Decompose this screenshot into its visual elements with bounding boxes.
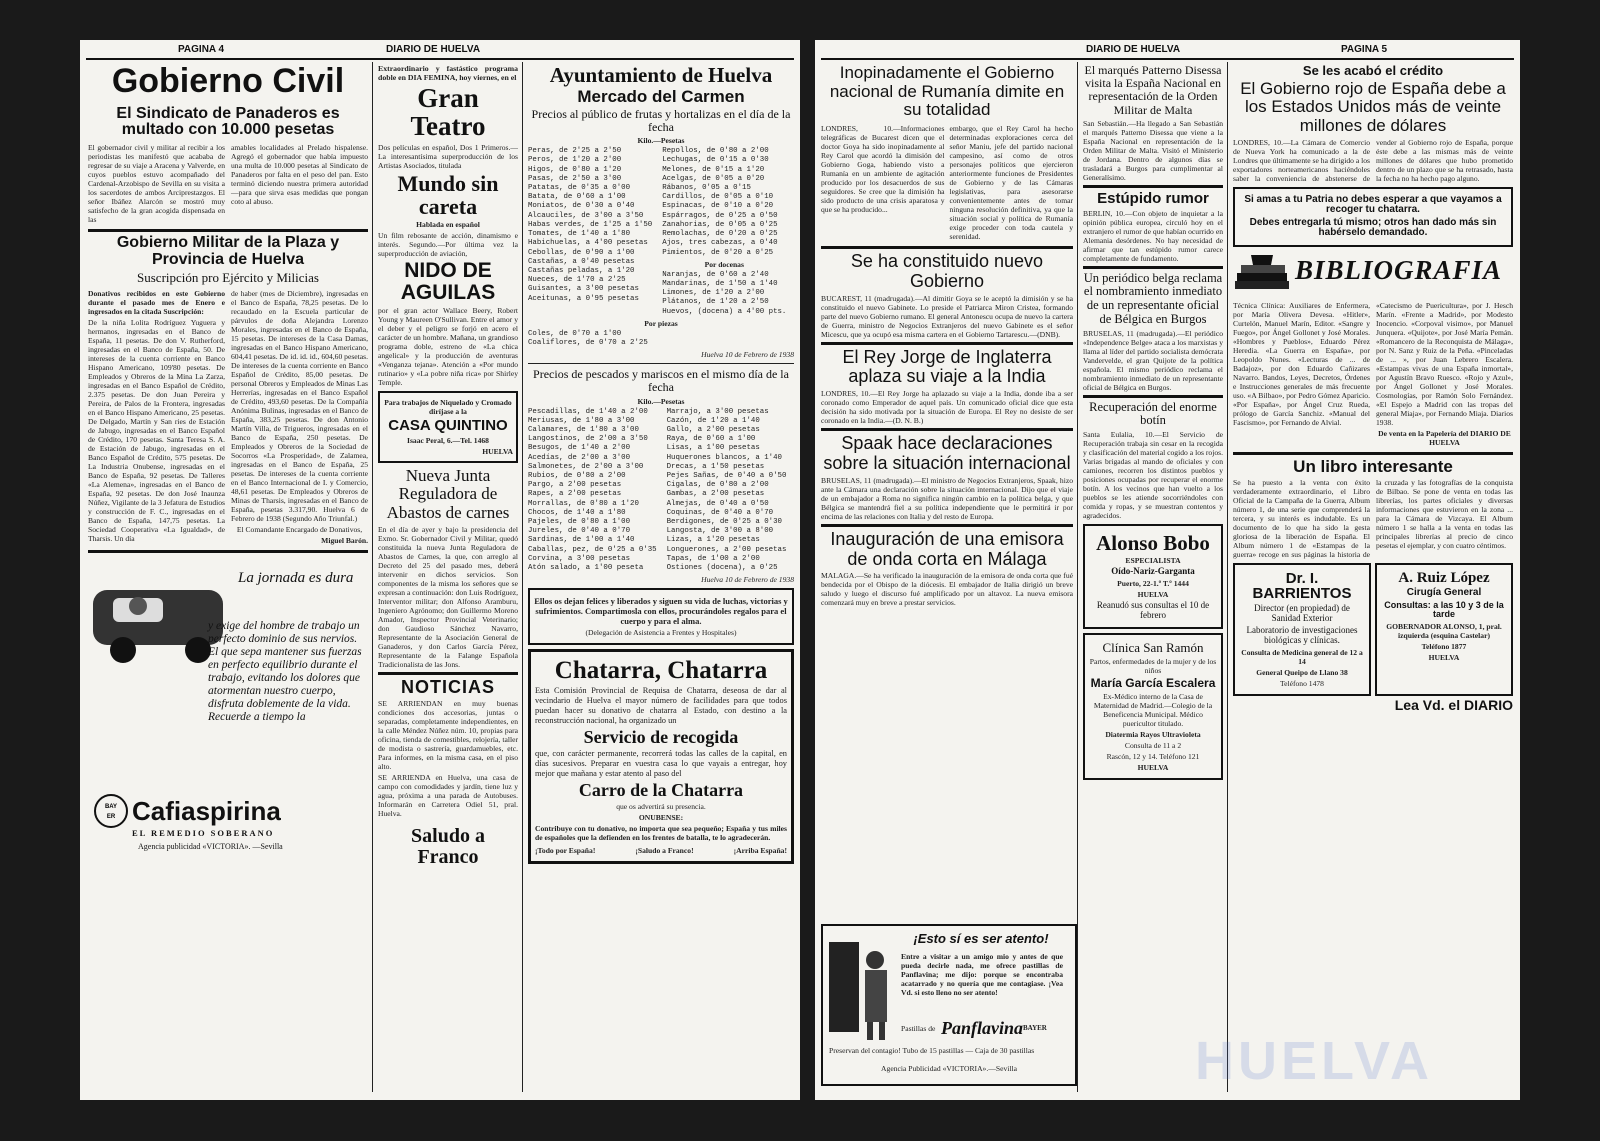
patria-box [1233, 187, 1513, 247]
right-column-2 [1083, 62, 1223, 1092]
pescados-subhead: Precios de pescados y mariscos en el mismo día de la fecha [533, 367, 789, 395]
casa-quintino-name: CASA QUINTINO [388, 416, 508, 434]
divider [821, 246, 1073, 249]
mercado-title: Mercado del Carmen [577, 87, 745, 107]
cafiaspirina-agency: Agencia publicidad «VICTORIA». —Sevilla [138, 842, 283, 852]
pescados-kilo-header: Kilo.—Pesetas [637, 396, 685, 406]
chatarra-body-2: que, con carácter permanente, recorrerá todas las calles de la capital, en días sucesivos. Preparar en vuestra casa lo que vayais a entregar, hoy mejor que mañana y estar atento al paso del [535, 749, 787, 779]
piezas-header: Por piezas [644, 318, 678, 328]
ruiz-lopez-ad [1375, 563, 1513, 696]
chatarra-slogan-1: ¡Todo por España! [535, 846, 596, 856]
credito-headline: El Gobierno rojo de España debe a los Estados Unidos más de veinte millones de dólares [1240, 78, 1506, 136]
rumania-body-2: embargo, que el Rey Carol ha hecho determinadas exploraciones cerca del señor Maniu, jefe del partido nacional campesino, así como de otros personajes políticos que ejercieron anteriormente funciones de Presidentes de Gobierno y de las Cámaras legislativas, para asesorarse convenientemente antes de tomar ninguna resolución definitiva, ya que la situación social y política de Rumanía exige proceder con toda cautela y serenidad. [949, 124, 1073, 242]
frutas-subhead: Precios al público de frutas y hortalizas en el día de la fecha [531, 106, 791, 135]
inauguracion-body: MALAGA.—Se ha verificado la inauguración de la emisora de onda corta que fué bendecida por el Obispo de la diócesis. El embajador de Italia dirigió un breve saludo y luego el discurso fué amplificado por un altavoz. La nueva emisora comenzará muy en breve a prestar servicios. [821, 571, 1073, 608]
spaak-headline: Spaak hace declaraciones sobre la situación internacional [823, 433, 1071, 474]
clinica-name: Clínica San Ramón [1102, 639, 1204, 655]
recuperacion-body: Santa Eulalia, 10.—El Servicio de Recuperación trabaja sin cesar en la recogida y clasificación del material cogido a los rojos. Varias brigadas al mando de oficiales y con camiones, recorren los distintos pueblos y posiciones ocupadas por recuperar el enorme botín. A los vecinos que han vuelto a los pueblos se les atiende socorriéndoles con comida y ropas, y se muestran contentos y agradecidos. [1083, 430, 1223, 520]
film-2-title: NIDO DE AGUILAS [400, 258, 496, 304]
panflavina-headline: ¡Esto sí es ser atento! [913, 931, 1049, 946]
chatarra-title: Chatarra, Chatarra [554, 657, 768, 685]
chatarra-body-4: Contribuye con tu donativo, no importa que sea pequeño; España y tus miles de españoles que la defienden en los frentes de batalla, te lo agradecerán. [535, 824, 787, 843]
clinica-line-4: Consulta de 11 a 2 [1124, 740, 1182, 750]
cafiaspirina-copy-2: y exige del hombre de trabajo un perfecto dominio de sus nervios. El que sepa mantener sus fuerzas en perfecto equilibrio durante el trabajo, evitando los dolores que atormentan nuestro cuerpo, disfruta doblemente de la vida. Recuerde a tiempo la [208, 620, 362, 724]
gobierno-civil-body-1: El gobernador civil y militar al recibir a los periodistas les manifestó que acababa de regresar de su viaje a Aracena y Valverde, en cuyos pueblos estuvo acompañado del Cardenal-Arzobispo de Sevilla en su visita a los sacerdotes de ambos Arciprestazgos. El señor Ibáñez Alarcón se mostró muy satisfecho de la gran acogida dispensada en las [88, 143, 225, 225]
clinica-san-ramon-ad [1083, 633, 1223, 780]
divider [821, 342, 1073, 345]
belga-headline: Un periódico belga reclama el nombramiento inmediato de un representante oficial de Bélgica en Burgos [1083, 270, 1223, 326]
divider [1233, 452, 1513, 455]
nuevo-gobierno-headline: Se ha constituido nuevo Gobierno [850, 251, 1044, 291]
right-page [815, 40, 1520, 1100]
casa-quintino-city: HUELVA [482, 446, 513, 456]
ruiz-lopez-line-4: Teléfono 1877 [1421, 641, 1467, 651]
suscripcion-intro: Donativos recibidos en este Gobierno durante el pasado mes de Enero e ingresados en la citada Suscripción: [88, 289, 225, 317]
left-column-1 [88, 62, 368, 1092]
estupido-headline: Estúpido rumor [1097, 189, 1209, 207]
bibliografia-col-1: Técnica Clínica: Auxiliares de Enfermera, por María Olivera Devesa. «Hitler», Curtelón, Manuel Marín, Editor. «Sangre y Fuego», por Ángel Gollonet y José Morales. «Hombres y Pueblos», Eduardo Pérez Heredia. «La Guerra en España», por Leopoldo Nunes. «Lecturas de ... de Badajoz», por don Eduardo Cañizares Navarro. Bandos, Leyes, Decretos, Órdenes e Instrucciones generales de más frecuente uso. «A Bilbao», por Pedro Gómez Aparicio. «Por España», por Ángel Cruz Rueda, prólogo de García Sanchiz. «Manual del Fascismo», por Fernando de Alvial. [1233, 300, 1370, 427]
recuperacion-headline: Recuperación del enorme botín [1089, 399, 1217, 428]
alonso-bobo-city: HUELVA [1137, 589, 1169, 599]
rey-jorge-headline: El Rey Jorge de Inglaterra aplaza su viaje a la India [842, 346, 1052, 387]
credito-kicker: Se les acabó el crédito [1302, 63, 1444, 78]
spaak-body: BRUSELAS, 11 (madrugada).—El ministro de Negocios Extranjeros, Spaak, hizo ante la Cámara una declaración sobre la situación internacional. Dijo que el viaje de un embajador a Roma no significa ningún cambio en la política belga, y que Bélgica se mantendrá fiel a su política independiente que le permitirá ir por encima de las relaciones con Italia y del resto de Europa. [821, 475, 1073, 521]
archive-watermark: HUELVA [1195, 1031, 1433, 1091]
divider [821, 524, 1073, 527]
ruiz-lopez-line-1: Cirugía General [1406, 587, 1482, 599]
noticias-item-2: SE ARRIENDA en Huelva, una casa de campo con comodidades y jardín, tiene luz y agua, próxima a una parada de Autobuses. Informarán en Carretera Odiel 51, pral. Huelva. [378, 772, 518, 818]
barrientos-line-4: General Queipo de Llano 38 [1256, 667, 1348, 677]
casa-quintino-ad [378, 391, 518, 463]
divider [378, 672, 518, 675]
alonso-bobo-specialty: Oído-Nariz-Garganta [1111, 566, 1195, 577]
ellos-body: Ellos os dejan felices y liberados y siguen su vida de luchas, victorias y sufrimientos. Compartimosla con ellos, procurándoles regalos para el cuerpo y para el alma. [534, 596, 788, 627]
libro-headline: Un libro interesante [1293, 456, 1453, 476]
panflavina-pastillas: Pastillas de [901, 1024, 936, 1033]
alonso-bobo-role: ESPECIALISTA [1125, 556, 1181, 566]
divider [528, 363, 794, 364]
divider [88, 550, 368, 553]
ellos-box [528, 588, 794, 645]
panflavina-bayer: BAYER [1023, 1024, 1047, 1032]
casa-quintino-address: Isaac Peral, 6.—Tel. 1468 [407, 435, 489, 445]
barrientos-line-5: Teléfono 1478 [1280, 678, 1324, 688]
piezas-table: Coles, de 0'70 a 1'00 Coaliflores, de 0'70 a 2'25 [528, 329, 648, 347]
teatro-title: Gran Teatro [410, 83, 486, 142]
noticias-item-1: SE ARRIENDAN en muy buenas condiciones dos accesorias, juntas o separadas, completamente independientes, en la calle Méndez Núñez núm. 10, propias para oficina, tienda de comestibles, relojería, taller de modista o sastrería, guardamuebles, etc. Para informes, en la misma casa, en el piso alto. [378, 698, 518, 771]
left-running-header [86, 44, 794, 60]
alonso-bobo-note: Reanudó sus consultas el 10 de febrero [1096, 599, 1210, 620]
patria-line-1: Si amas a tu Patria no debes esperar a que vayamos a recoger tu chatarra. [1244, 193, 1502, 216]
clinica-line-2: Ex-Médico interno de la Casa de Maternidad de Madrid.—Colegio de la Beneficencia Municipal. Médico puericultor titulado. [1093, 691, 1213, 728]
clinica-line-5: Rascón, 12 y 14. Teléfono 121 [1106, 751, 1200, 761]
abastos-body: En el día de ayer y bajo la presidencia del Exmo. Sr. Gobernador Civil y Militar, quedó constituida la nueva Junta Reguladora de Abastos de Carnes, la que, con arreglo al Decreto del 25 del pasado mes, deberá intervenir en dichos servicios. Son componentes de la misma los señores que se expresan a continuación: don Luis Rodríguez, Interventor militar; don Alfonso Aramburu, Ingeniero Agrónomo; don Guillermo Moreno Amador, Inspector Provincial Veterinario; don Gaudioso Sánchez Navarro, Representante de la Asociación General de Ganaderos, y don Carlos García Pérez, Representante de la Falange Española Tradicionalista de las Jons. [378, 524, 518, 669]
alonso-bobo-address: Puerto, 22-1.º T.º 1444 [1117, 578, 1189, 588]
film-1-note: Hablada en español [416, 219, 480, 229]
chatarra-onubense: ONUBENSE: [638, 813, 684, 823]
ruiz-lopez-line-2: Consultas: a las 10 y 3 de la tarde [1384, 599, 1504, 620]
barrientos-line-1: Director (en propiedad) de Sanidad Exterior [1254, 603, 1350, 623]
film-1-body: Un film rebosante de acción, dinamismo e interés. Segundo.—Por última vez la superproducción de aviación, [378, 230, 518, 258]
column-rule [522, 62, 523, 1092]
cafiaspirina-tagline: EL REMEDIO SOBERANO [132, 828, 275, 839]
chatarra-body-1: Esta Comisión Provincial de Requisa de Chatarra, deseosa de dar al vecindario de Huelva el mayor número de facilidades para que todos puedan hacer su donativo de chatarra al Estado, con destino a la reconstrucción nacional, ha organizado un [535, 686, 787, 726]
patria-line-2: Debes entregarla tú mismo; otros han dado más sin habérselo demandado. [1249, 216, 1497, 239]
left-page-number: PAGINA 4 [178, 44, 225, 55]
column-rule [1077, 62, 1078, 1092]
left-column-3 [528, 62, 794, 1092]
svg-text:BAY: BAY [104, 804, 118, 811]
gobierno-civil-body-2: amables localidades al Prelado hispalense. Agregó el gobernador que había impuesto una multa de 10.000 pesetas al Sindicato de Panaderos por falta en el peso del pan. Esto terminó diciendo nuestra primera autoridad—para que sirva esas medidas que pongan coto al abuso. [231, 143, 368, 207]
suscripcion-subhead: Suscripción pro Ejército y Milicias [137, 269, 319, 285]
docenas-header: Por docenas [704, 259, 744, 269]
cafiaspirina-copy-1: La jornada es dura [238, 570, 354, 587]
svg-text:ER: ER [106, 814, 116, 821]
bibliografia-footer: De venta en la Papelería del DIARIO DE HUELVA [1378, 428, 1511, 447]
marques-headline: El marqués Patterno Disessa visita la España Nacional en representación de la Orden Militar de Malta [1084, 63, 1222, 117]
divider [821, 428, 1073, 431]
abastos-headline: Nueva Junta Reguladora de Abastos de carnes [386, 465, 510, 523]
pescados-date: Huelva 10 de Febrero de 1938 [701, 575, 794, 585]
left-paper-name: DIARIO DE HUELVA [386, 44, 481, 55]
bibliografia-banner [1233, 251, 1513, 295]
teatro-intro: Dos películas en español, Dos 1 Primeros.—La interesantísima superproducción de los Artistas Asociados, titulada [378, 142, 518, 170]
divider [1083, 266, 1223, 269]
clinica-doctor: María García Escalera [1090, 676, 1216, 691]
gobierno-civil-headline: El Sindicato de Panaderos es multado con 10.000 pesetas [116, 104, 340, 139]
right-running-header [821, 44, 1514, 60]
chatarra-ad [528, 649, 794, 864]
ruiz-lopez-city: HUELVA [1428, 652, 1460, 662]
nuevo-gobierno-body: BUCAREST, 11 (madrugada).—Al dimitir Goya se le aceptó la dimisión y se ha constituido el nuevo Gabinete. Lo preside el Patriarca Miron Cristea, formando parte del nuevo Gobierno rumano. El general Antonescu ocupa de nuevo la cartera de Guerra, ministro de Negocios Extranjeros del nuevo Gabinete es el señor Micescu, que ya ocupó esa misma cartera en el Gobierno Tartarescu.—(DNB). [821, 293, 1073, 339]
pescados-table-col-1: Pescadillas, de 1'40 a 2'00 Meriusas, de 1'80 a 3'00 Calamares, de 1'80 a 3'00 Langostinos, de 2'00 a 3'50 Besugos, de 1'40 a 2'00 Acedías, de 2'00 a 3'00 Salmonetes, de 2'00 a 3'00 Rubios, de 0'80 a 2'00 Pargo, a 2'00 pesetas Rapes, a 2'00 pesetas Morrallas, de 0'80 a 1'20 Chocos, de 1'40 a 1'80 Pajeles, de 0'80 a 1'00 Jureles, de 0'40 a 0'70 Sardinas, de 1'00 a 1'40 Caballas, pez, de 0'25 a 0'35 Corvina, a 3'00 pesetas Atón salado, a 1'00 peseta [528, 407, 657, 572]
rey-jorge-body: LONDRES, 10.—El Rey Jorge ha aplazado su viaje a la India, donde iba a ser coronado como Emperador de aquel país. Un comunicado oficial dice que esta decisión ha sido motivada por la situación de Europa. El Rey no desiste de ser coronado en la India.—(D. N. B.) [821, 389, 1073, 426]
left-page [80, 40, 800, 1100]
bibliografia-title: BIBLIOGRAFIA [1295, 254, 1503, 285]
barrientos-name: Dr. I. BARRIENTOS [1252, 569, 1352, 603]
casa-quintino-line-1: Para trabajos de Niquelado y Cromado diríjase a la [384, 397, 512, 416]
car-illustration-icon [88, 560, 228, 670]
film-2-body: por el gran actor Wallace Beery, Robert Young y Maureen O'Sullivan. Entre el amor y el deber y el peligro se forjó en acero el carácter de un hombre. Mañana, un grandioso programa doble, estreno de «La chica angelical» y la producción de aventuras «Venganza tejana». Atención a «Por mundo rutinario» y «La pobre niña rica» por Shirley Temple. [378, 305, 518, 387]
cafiaspirina-ad [88, 556, 368, 856]
teatro-promo: Extraordinario y fastástico programa doble en DIA FEMINA, hoy viernes, en el [378, 64, 518, 82]
frutas-date: Huelva 10 de Febrero de 1938 [701, 350, 794, 360]
suscripcion-body-1: De la niña Lolita Rodríguez Yuguera y hermanos, ingresadas en el Banco de España, 11 pesetas. De don V. Rutherford, ingresadas en el Banco de España, 50. De intereses de la cuenta corriente en Banco Hispano Americano, 109'80 pesetas. De Empleados y Obreros de la Mina La Zarza, ingresadas en el Banco Español de Crédito, 2.375 pesetas. De don Juan Pereira y Pereira, de Palos de la Frontera, ingresadas en el Banco Hispano Americano, 25 pesetas. De Delgado, Martín y San ries de Estación de Jabugo, ingresadas en el Banco Español de Crédito, 170 pesetas. Santa Teresa S. A. de Estación de Jabugo, ingresadas en el Banco Español de Crédito, 575 pesetas. De La Industria Onubense, ingresadas en el Banco de España, 92 pesetas. De Talleres «La Alemena», ingresadas en el Banco de España, 92 pesetas. De don José Inaunza Núñez, Vigilante de la 3 Jefatura de Estudios y construcción de F. C., ingresadas en el Banco de España, 147,75 pesetas. La Sociedad Cooperativa «La Igualdad», de Tharsis. Un día [88, 318, 225, 544]
cafiaspirina-brand: Cafiaspirina [132, 796, 281, 827]
chatarra-body-3: que os advertirá su presencia. [616, 802, 706, 812]
panflavina-ad [821, 924, 1077, 1086]
clinica-line-3: Diatermia Rayos Ultravioleta [1105, 729, 1201, 739]
right-column-3 [1233, 62, 1513, 1092]
frutas-table-col-2: Repollos, de 0'80 a 2'00 Lechugas, de 0'15 a 0'30 Melones, de 0'15 a 1'20 Acelgas, de 0'05 a 0'20 Rábanos, 0'05 a 0'15 Cardillos, de 0'05 a 0'10 Espinacas, de 0'10 a 0'20 Espárragos, de 0'25 a 0'50 Zanahorias, de 0'05 a 0'25 Remolachas, de 0'20 a 0'25 Ajos, tres cabezas, a 0'40 Pimientos, de 0'20 a 0'25 [662, 147, 778, 257]
gobierno-civil-title: Gobierno Civil [111, 62, 345, 100]
inauguracion-headline: Inauguración de una emisora de onda corta en Málaga [830, 528, 1064, 569]
frutas-kilo-header: Kilo.—Pesetas [637, 136, 685, 146]
lea-diario: Lea Vd. el DIARIO [1394, 696, 1513, 713]
film-1-title: Mundo sin careta [397, 170, 499, 219]
clinica-city: HUELVA [1137, 762, 1169, 772]
credito-body: LONDRES, 10.—La Cámara de Comercio de Nueva York ha comunicado a la de Londres que últimamente se ha dirigido a los exportadores norteamericanos haciéndoles saber la conveniencia de abstenerse de vender al Gobierno rojo de España, porque éste debe a las mismas más de veinte millones de dólares que hubo prometido dentro de un plazo que se ha retrasado, hasta la fecha no ha hecho pago alguno. [1233, 137, 1513, 183]
gobierno-militar-headline: Gobierno Militar de la Plaza y Provincia de Huelva [116, 234, 340, 269]
barrientos-ad [1233, 563, 1371, 696]
alonso-bobo-name: Alonso Bobo [1096, 531, 1210, 555]
suscripcion-body-2: de haber (mes de Diciembre), ingresadas en el Banco de España, 78,25 pesetas. De lo recaudado en la Escuela particular de párvulos de doña Alejandra Lorenzo Morales, ingresadas en el Banco de España, 15 pesetas. De intereses de la Casa Damas, ingresadas en el Banco Hispano Americano, 604,41 pesetas. De id. id. id., 604,60 pesetas. De intereses de la cuenta corriente en Banco Español de Crédito, 85,00 pesetas. De personal Obreros y Empleados de Minas Las Herrerías, ingresadas en el Banco Español de Crédito, 493,60 pesetas. De la Compañía Anónima Bulinas, ingresadas en el Banco de España, 383,25 pesetas. De don Antonio Martín Villa, de Trigueros, ingresadas en el Banco de España, 250 pesetas. De Empleados y Obreros de la Sociedad de Socorros «La Prosperidad», de Zalamea, ingresadas en el Banco de España, 25 pesetas. De intereses de la cuenta corriente en el Banco Internacional de I. y Comercio, 48,61 pesetas. De Empleados y Obreros de Minas de Tharsis, ingresadas en el Banco de España, pesetas 3.317,90. Huelva 6 de Febrero de 1938 (Segundo Año Triunfal.) [231, 289, 368, 524]
rumania-body-1: LONDRES, 10.—Informaciones telegráficas de Bucarest dicen que el doctor Goya ha sido inopinadamente al Rey Carol que acordó la dimisión del Gobierno Goga, habiendo visto a Rumanía en un ambiente de agitación producido por los desacuerdos de sus seguidores. Se cree que la dimisión ha sido producto de una crisis aparatosa y que se ha producido... [821, 124, 945, 215]
left-column-2 [378, 62, 518, 1092]
divider [1083, 395, 1223, 398]
ellos-credit: (Delegación de Asistencia a Frentes y Hospitales) [585, 628, 737, 638]
chatarra-slogan-3: ¡Arriba España! [733, 846, 787, 856]
ruiz-lopez-line-3: GOBERNADOR ALONSO, 1, pral. izquierda (esquina Castelar) [1386, 621, 1502, 640]
alonso-bobo-ad [1083, 524, 1223, 629]
panflavina-brand: Panflavina [941, 1018, 1024, 1038]
saludo-franco-ad: Saludo a Franco [411, 824, 485, 868]
chatarra-slogan-2: ¡Saludo a Franco! [635, 846, 694, 856]
chatarra-carro: Carro de la Chatarra [578, 780, 744, 801]
bibliografia-col-2: «Catecismo de Puericultura», por J. Hesch Marín. «Frente a Madrid», por Modesto Inocencio. «Corpoval visimo», por Manuel Junquera. «Quijote», por José María Pemán. «Romancero de la Reconquista de Málaga», por N. Sanz y Ruiz de la Peña. «Pinceladas de ... », por Juan Lebrero Escalera. «Estampas vivas de una España inmortal», por Agustín Bravo Ruesco. «Rojo y Azul», por Ángel Gollonet y José Morales. Cosmologías, por Ramón Solo Fernández. «El Espejo a Madrid con las tropas del general Miaja», por Fernando Miaja. Diarios 1938. [1376, 300, 1513, 427]
column-rule [372, 62, 373, 1092]
chatarra-servicio: Servicio de recogida [583, 727, 739, 748]
clinica-line-1: Partos, enfermedades de la mujer y de los niños [1089, 657, 1217, 676]
column-rule [1227, 62, 1228, 1092]
ruiz-lopez-name: A. Ruiz López [1398, 569, 1490, 586]
barrientos-line-3: Consulta de Medicina general de 12 a 14 [1241, 647, 1363, 666]
belga-body: BRUSELAS, 11 (madrugada).—El periódico «Independence Belge» ataca a los marxistas y llama al líder del partido socialista demócrata Vandervelde, el gran Quijote de la política española. El mismo periódico reclama el nombramiento inmediato de un representante oficial de Bélgica en Burgos. [1083, 328, 1223, 392]
marques-body: San Sebastián.—Ha llegado a San Sebastián el marqués Patterno Disessa que viene a la España Nacional en representación de la Orden Militar de Malta. Visitó el Ministerio de Jordana. Dentro de algunos días se trasladará a Burgos para cumplimentar al Generalísimo. [1083, 118, 1223, 182]
bayer-cross-icon [94, 794, 128, 828]
panflavina-agency: Agencia Publicidad «VICTORIA».—Sevilla [881, 1064, 1017, 1073]
suscripcion-signoff-name: Miguel Barón. [321, 536, 368, 546]
estupido-body: BERLIN, 10.—Con objeto de inquietar a la opinión pública europea, circuló hoy en el extranjero el rumor de que habían ocurrido en Alemania desórdenes. No hay necesidad de afirmar que tan estúpido rumor carece completamente de fundamento. [1083, 208, 1223, 263]
book-stack-icon [1233, 251, 1293, 295]
ayuntamiento-title: Ayuntamiento de Huelva [549, 63, 773, 87]
docenas-table: Naranjas, de 0'60 a 2'40 Mandarinas, de 1'50 a 1'40 Limones, de 1'20 a 2'00 Plátanos, de 1'20 a 2'50 Huevos, (docena) a 4'00 pts. [662, 270, 787, 316]
panflavina-body: Entre a visitar a un amigo mio y antes de que pueda decirle nada, me ofrece pastillas de Panflavina; me dijo: porque se encontraba acatarrado y no quería que me contagiase. ¡Vea Vd. si esto lleno no ser atento! [901, 952, 1063, 997]
right-page-number: PAGINA 5 [1341, 44, 1388, 55]
panflavina-footer: Preservan del contagio! Tubo de 15 pastillas — Caja de 30 pastillas [829, 1046, 1035, 1055]
divider [88, 229, 368, 232]
rumania-headline: Inopinadamente el Gobierno nacional de Rumanía dimite en su totalidad [829, 63, 1065, 120]
barrientos-line-2: Laboratorio de investigaciones biológicas y clínicas. [1246, 624, 1358, 645]
people-greeting-illustration-icon [827, 932, 897, 1042]
frutas-table-col-1: Peras, de 2'25 a 2'50 Peros, de 1'20 a 2'00 Higos, de 0'80 a 1'20 Pasas, de 2'50 a 3'00 Patatas, de 0'35 a 0'00 Batata, de 0'60 a 1'00 Moniatos, de 0'30 a 0'40 Alcauciles, de 3'00 a 3'50 Habas verdes, de 1'25 a 1'50 Tomates, de 1'40 a 1'80 Habichuelas, a 4'00 pesetas Cebollas, de 0'90 a 1'00 Castañas, a 0'40 pesetas Castañas peladas, a 1'20 Nueces, de 1'70 a 2'25 Guisantes, a 3'00 pesetas Aceitunas, a 0'95 pesetas [528, 147, 653, 303]
noticias-title: NOTICIAS [400, 676, 495, 697]
libro-body: Se ha puesto a la venta con éxito verdaderamente extraordinario, el Libro Oficial de la Campaña de la Guerra, Album número 1, de una serie que comprenderá la tercera, y su interés es indudable. Es un documento de lo que ha sido la gesta gloriosa de la liberación de España. El Album número 1 de «Estampas de la guerra» recoge en sus páginas la historia de la cruzada y las fotografías de la conquista de Bilbao. Se pone de venta en todas las librerías, los partes oficiales y diversas informaciones que estuvieron en la zona ... para la Cámara de Vizcaya. El Album número 1 se halla a la venta en todas las principales librerías al precio de cinco pesetas el ejemplar, y con cuatro céntimos. [1233, 477, 1513, 559]
pescados-table-col-2: Marrajo, a 3'00 pesetas Cazón, de 1'20 a 1'40 Gallo, a 2'00 pesetas Raya, de 0'60 a 1'00 Lisas, a 1'00 pesetas Huquerones blancos, a 1'40 Drecas, a 1'50 pesetas Pejes Sañas, de 0'40 a 0'50 Cigalas, de 0'80 a 2'00 Gambas, a 2'00 pesetas Almejas, de 0'40 a 0'50 Coquinas, de 0'40 a 0'70 Berdigones, de 0'25 a 0'30 Langosta, de 3'00 a 8'00 Lizas, a 1'20 pesetas Longuerones, a 2'00 pesetas Tapas, de 1'00 a 2'00 Ostiones (docena), a 0'25 [666, 407, 787, 572]
divider [1083, 185, 1223, 188]
suscripcion-signoff-role: El Comandante Encargado de Donativos, [236, 525, 363, 535]
right-paper-name: DIARIO DE HUELVA [1086, 44, 1181, 55]
